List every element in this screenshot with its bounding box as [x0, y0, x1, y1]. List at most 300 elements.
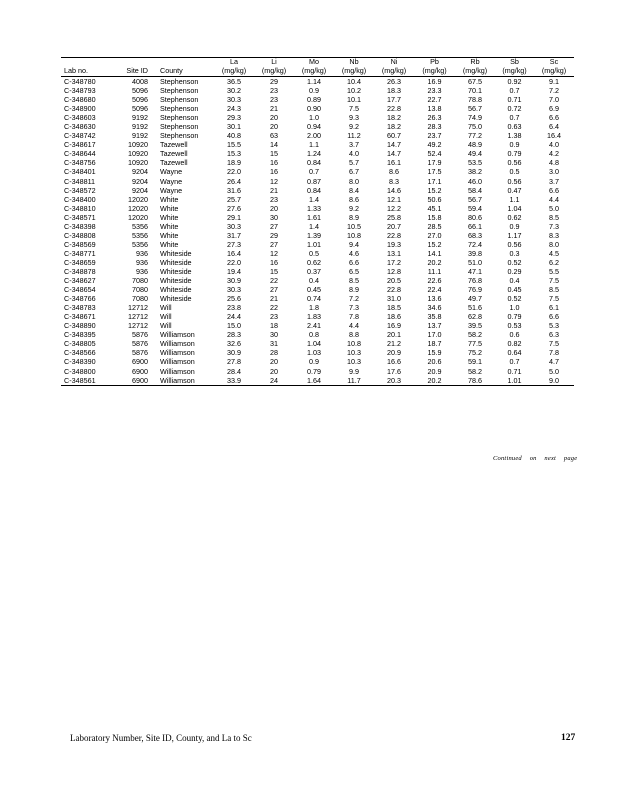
- table-row: [61, 149, 574, 158]
- cell-ni: 18.2: [387, 113, 401, 123]
- cell-sb: 0.9: [509, 140, 520, 150]
- cell-la: 30.9: [227, 348, 241, 358]
- cell-rb: 70.1: [468, 86, 482, 96]
- cell-sc: 5.5: [549, 266, 559, 276]
- cell-sc: 7.0: [549, 95, 559, 105]
- cell-nb: 6.6: [349, 257, 359, 267]
- cell-rb: 80.6: [468, 212, 482, 222]
- header-ni-element: Ni: [390, 57, 398, 66]
- table-row: [61, 240, 574, 249]
- cell-sb: 0.52: [507, 257, 522, 267]
- cell-li: 30: [270, 330, 278, 340]
- cell-county: Williamson: [160, 357, 195, 367]
- cell-li: 28: [270, 348, 278, 358]
- table-body: [61, 77, 574, 386]
- cell-la: 28.3: [227, 330, 241, 340]
- cell-la: 30.3: [227, 95, 241, 105]
- cell-sb: 0.63: [507, 122, 522, 132]
- cell-nb: 6.7: [349, 167, 359, 177]
- cell-sc: 8.5: [549, 285, 559, 295]
- cell-li: 21: [270, 294, 278, 304]
- cell-nb: 3.7: [349, 140, 359, 150]
- cell-county: Tazewell: [160, 140, 188, 150]
- cell-sb: 0.72: [507, 104, 522, 114]
- cell-county: Wayne: [160, 176, 183, 186]
- header-pb-label: (mg/kg): [422, 66, 447, 75]
- cell-ni: 21.2: [387, 339, 401, 349]
- cell-pb: 45.1: [427, 203, 442, 213]
- cell-sb: 0.79: [507, 149, 522, 159]
- cell-rb: 56.7: [468, 194, 482, 204]
- cell-sc: 4.4: [549, 194, 559, 204]
- cell-site: 6900: [132, 375, 148, 385]
- cell-county: Whiteside: [160, 266, 192, 276]
- cell-sb: 0.92: [507, 77, 522, 86]
- cell-sb: 1.04: [507, 203, 522, 213]
- cell-li: 23: [270, 95, 278, 105]
- cell-site: 6900: [132, 357, 148, 367]
- cell-rb: 62.8: [468, 312, 482, 322]
- cell-sc: 6.6: [549, 185, 559, 195]
- header-sc-element: Sc: [549, 57, 559, 66]
- cell-site: 936: [136, 257, 148, 267]
- cell-sb: 0.62: [507, 212, 522, 222]
- cell-mo: 0.89: [307, 95, 321, 105]
- table-row: [61, 186, 574, 195]
- cell-nb: 10.4: [347, 77, 361, 86]
- cell-li: 63: [270, 131, 278, 141]
- cell-ni: 12.2: [387, 203, 401, 213]
- cell-pb: 13.8: [427, 104, 442, 114]
- cell-ni: 14.6: [387, 185, 401, 195]
- cell-ni: 60.7: [387, 131, 401, 141]
- cell-site: 12712: [128, 312, 148, 322]
- cell-pb: 13.7: [427, 321, 442, 331]
- cell-county: White: [160, 194, 179, 204]
- cell-county: Williamson: [160, 366, 195, 376]
- header-rb-element: Rb: [470, 57, 480, 66]
- cell-li: 27: [270, 221, 278, 231]
- cell-lab: C-348561: [64, 375, 96, 385]
- cell-sb: 0.52: [507, 294, 522, 304]
- cell-ni: 18.3: [387, 86, 401, 96]
- cell-mo: 0.94: [307, 122, 321, 132]
- cell-rb: 58.2: [468, 366, 482, 376]
- cell-rb: 77.2: [468, 131, 482, 141]
- cell-lab: C-348654: [64, 285, 96, 295]
- cell-sc: 6.1: [549, 303, 559, 313]
- cell-la: 15.5: [227, 140, 241, 150]
- cell-la: 33.9: [227, 375, 241, 385]
- table-row: [61, 213, 574, 222]
- cell-la: 31.6: [227, 185, 241, 195]
- cell-pb: 13.6: [427, 294, 442, 304]
- table-row: [61, 339, 574, 348]
- cell-rb: 56.7: [468, 104, 482, 114]
- cell-county: White: [160, 221, 179, 231]
- cell-ni: 25.8: [387, 212, 401, 222]
- cell-county: Whiteside: [160, 294, 192, 304]
- header-sb-element: Sb: [510, 57, 519, 66]
- cell-county: White: [160, 230, 179, 240]
- cell-li: 29: [270, 77, 278, 86]
- cell-nb: 9.2: [349, 203, 359, 213]
- cell-mo: 0.90: [307, 104, 321, 114]
- table-row: [61, 158, 574, 167]
- cell-la: 15.0: [227, 321, 241, 331]
- cell-sb: 0.71: [507, 95, 522, 105]
- cell-sb: 0.53: [507, 321, 522, 331]
- header-row-unit: [61, 66, 574, 77]
- cell-li: 22: [270, 276, 278, 286]
- cell-sb: 0.4: [509, 276, 520, 286]
- cell-mo: 1.1: [309, 140, 319, 150]
- cell-lab: C-348617: [64, 140, 96, 150]
- cell-site: 9204: [132, 176, 148, 186]
- cell-lab: C-348742: [64, 131, 96, 141]
- cell-la: 22.0: [227, 167, 241, 177]
- cell-rb: 49.4: [468, 149, 482, 159]
- cell-pb: 17.1: [427, 176, 442, 186]
- cell-ni: 18.2: [387, 122, 401, 132]
- cell-lab: C-348780: [64, 77, 96, 86]
- cell-lab: C-348644: [64, 149, 96, 159]
- table-row: [61, 249, 574, 258]
- cell-la: 36.5: [227, 77, 241, 86]
- cell-ni: 22.8: [387, 285, 401, 295]
- cell-nb: 7.3: [349, 303, 359, 313]
- cell-rb: 53.5: [468, 158, 482, 168]
- cell-rb: 49.7: [468, 294, 482, 304]
- cell-sb: 0.29: [507, 266, 522, 276]
- cell-site: 12020: [128, 212, 148, 222]
- cell-sc: 9.1: [549, 77, 559, 86]
- cell-pb: 20.2: [427, 375, 442, 385]
- cell-ni: 12.1: [387, 194, 401, 204]
- cell-mo: 0.84: [307, 158, 321, 168]
- table-row: [61, 104, 574, 113]
- cell-nb: 4.4: [349, 321, 359, 331]
- cell-pb: 22.4: [427, 285, 442, 295]
- cell-nb: 8.9: [349, 285, 359, 295]
- table-row: [61, 113, 574, 122]
- cell-sb: 0.56: [507, 239, 522, 249]
- cell-li: 24: [270, 375, 278, 385]
- cell-lab: C-348900: [64, 104, 96, 114]
- cell-county: White: [160, 212, 179, 222]
- header-mo-element: Mo: [309, 57, 319, 66]
- cell-sb: 0.82: [507, 339, 522, 349]
- cell-sc: 7.5: [549, 294, 559, 304]
- cell-lab: C-348571: [64, 212, 96, 222]
- cell-pb: 20.2: [427, 257, 442, 267]
- cell-mo: 1.33: [307, 203, 321, 213]
- cell-lab: C-348878: [64, 266, 96, 276]
- header-la-element: La: [230, 57, 238, 66]
- header-site-label: Site ID: [126, 66, 148, 75]
- cell-sc: 3.7: [549, 176, 559, 186]
- cell-sc: 3.0: [549, 167, 559, 177]
- cell-la: 26.4: [227, 176, 241, 186]
- cell-la: 25.6: [227, 294, 241, 304]
- cell-li: 23: [270, 86, 278, 96]
- cell-li: 31: [270, 339, 278, 349]
- cell-county: Whiteside: [160, 285, 192, 295]
- cell-la: 27.3: [227, 239, 241, 249]
- cell-li: 21: [270, 104, 278, 114]
- cell-mo: 0.74: [307, 294, 321, 304]
- cell-lab: C-348603: [64, 113, 96, 123]
- cell-ni: 20.7: [387, 221, 401, 231]
- cell-county: Stephenson: [160, 104, 199, 114]
- cell-nb: 11.7: [347, 375, 361, 385]
- cell-site: 5096: [132, 95, 148, 105]
- cell-ni: 12.8: [387, 266, 401, 276]
- cell-sb: 0.79: [507, 312, 522, 322]
- cell-li: 16: [270, 167, 278, 177]
- cell-sc: 7.3: [549, 221, 559, 231]
- cell-nb: 8.5: [349, 276, 359, 286]
- cell-site: 5096: [132, 104, 148, 114]
- cell-pb: 34.6: [427, 303, 442, 313]
- cell-sc: 6.6: [549, 312, 559, 322]
- cell-lab: C-348680: [64, 95, 96, 105]
- cell-county: Whiteside: [160, 257, 192, 267]
- cell-mo: 0.9: [309, 357, 319, 367]
- header-li-label: (mg/kg): [261, 66, 287, 75]
- cell-rb: 68.3: [468, 230, 482, 240]
- cell-pb: 14.1: [427, 248, 442, 258]
- cell-li: 22: [270, 303, 278, 313]
- header-nb-label: (mg/kg): [341, 66, 367, 75]
- cell-sc: 8.0: [549, 239, 559, 249]
- cell-lab: C-348671: [64, 312, 96, 322]
- cell-site: 10920: [128, 140, 148, 150]
- cell-site: 9192: [132, 122, 148, 132]
- cell-mo: 2.41: [307, 321, 321, 331]
- cell-mo: 0.87: [307, 176, 321, 186]
- cell-sc: 6.3: [549, 330, 559, 340]
- header-county-label: County: [160, 66, 183, 75]
- table-row: [61, 122, 574, 131]
- cell-sc: 6.9: [549, 104, 559, 114]
- cell-ni: 14.7: [387, 149, 401, 159]
- cell-sc: 7.5: [549, 339, 559, 349]
- cell-mo: 1.0: [309, 113, 319, 123]
- cell-mo: 1.61: [307, 212, 321, 222]
- cell-lab: C-348401: [64, 167, 96, 177]
- cell-county: Stephenson: [160, 131, 199, 141]
- cell-lab: C-348808: [64, 230, 96, 240]
- cell-nb: 5.7: [349, 158, 359, 168]
- cell-ni: 13.1: [387, 248, 401, 258]
- table-row: [61, 204, 574, 213]
- cell-sb: 0.56: [507, 176, 522, 186]
- cell-ni: 19.3: [387, 239, 401, 249]
- cell-pb: 15.2: [427, 185, 442, 195]
- cell-lab: C-348800: [64, 366, 96, 376]
- header-sc-label: (mg/kg): [541, 66, 567, 75]
- cell-sc: 6.6: [549, 113, 559, 123]
- table-row: [61, 276, 574, 285]
- cell-mo: 0.5: [309, 248, 319, 258]
- cell-sb: 0.71: [507, 366, 522, 376]
- cell-mo: 1.4: [309, 221, 319, 231]
- cell-nb: 8.4: [349, 185, 359, 195]
- cell-sc: 5.0: [549, 203, 559, 213]
- cell-nb: 4.0: [349, 149, 359, 159]
- cell-ni: 31.0: [387, 294, 401, 304]
- cell-county: Wayne: [160, 185, 183, 195]
- cell-li: 14: [270, 140, 278, 150]
- cell-lab: C-348400: [64, 194, 96, 204]
- cell-mo: 1.04: [307, 339, 321, 349]
- cell-ni: 20.1: [387, 330, 401, 340]
- cell-nb: 9.9: [349, 366, 359, 376]
- cell-nb: 8.0: [349, 176, 359, 186]
- cell-mo: 0.9: [309, 86, 319, 96]
- cell-mo: 0.7: [309, 167, 319, 177]
- cell-sc: 16.4: [547, 131, 561, 141]
- cell-nb: 10.8: [347, 230, 361, 240]
- cell-pb: 28.3: [427, 122, 442, 132]
- cell-rb: 75.2: [468, 348, 482, 358]
- cell-la: 22.0: [227, 257, 241, 267]
- header-la-label: (mg/kg): [221, 66, 247, 75]
- cell-county: Stephenson: [160, 77, 199, 86]
- cell-site: 9192: [132, 113, 148, 123]
- cell-la: 30.2: [227, 86, 241, 96]
- cell-mo: 1.83: [307, 312, 321, 322]
- cell-sc: 4.7: [549, 357, 559, 367]
- cell-county: Will: [160, 321, 172, 331]
- cell-rb: 46.0: [468, 176, 482, 186]
- cell-pb: 15.8: [427, 212, 442, 222]
- cell-sb: 0.56: [507, 158, 522, 168]
- table-row: [61, 167, 574, 176]
- cell-pb: 26.3: [427, 113, 442, 123]
- cell-lab: C-348783: [64, 303, 96, 313]
- header-sb-label: (mg/kg): [502, 66, 527, 75]
- cell-ni: 20.5: [387, 276, 401, 286]
- cell-rb: 58.4: [468, 185, 482, 195]
- cell-county: Will: [160, 303, 172, 313]
- cell-sb: 0.5: [509, 167, 520, 177]
- cell-pb: 16.9: [427, 77, 442, 86]
- cell-site: 4008: [132, 77, 148, 86]
- table-row: [61, 357, 574, 366]
- cell-sb: 0.3: [509, 248, 520, 258]
- cell-ni: 17.2: [387, 257, 401, 267]
- cell-li: 15: [270, 149, 278, 159]
- cell-rb: 48.9: [468, 140, 482, 150]
- cell-ni: 20.9: [387, 348, 401, 358]
- cell-mo: 0.4: [309, 276, 319, 286]
- cell-site: 5356: [132, 239, 148, 249]
- table-row: [61, 312, 574, 321]
- cell-li: 29: [270, 230, 278, 240]
- cell-sb: 1.38: [507, 131, 522, 141]
- table-row: [61, 303, 574, 312]
- cell-la: 30.1: [227, 122, 241, 132]
- cell-li: 27: [270, 285, 278, 295]
- cell-mo: 0.45: [307, 285, 321, 295]
- cell-la: 40.8: [227, 131, 241, 141]
- cell-pb: 52.4: [427, 149, 442, 159]
- cell-mo: 1.14: [307, 77, 321, 86]
- cell-site: 12712: [128, 321, 148, 331]
- cell-ni: 17.7: [387, 95, 401, 105]
- cell-sc: 8.3: [549, 230, 559, 240]
- cell-nb: 4.6: [349, 248, 359, 258]
- cell-sc: 6.2: [549, 257, 559, 267]
- cell-nb: 8.9: [349, 212, 359, 222]
- cell-site: 5876: [132, 330, 148, 340]
- table-row: [61, 140, 574, 149]
- cell-nb: 10.3: [347, 348, 361, 358]
- cell-lab: C-348627: [64, 276, 96, 286]
- cell-sc: 4.5: [549, 248, 559, 258]
- cell-rb: 77.5: [468, 339, 482, 349]
- table-row: [61, 294, 574, 303]
- cell-sc: 9.0: [549, 375, 559, 385]
- cell-pb: 11.1: [427, 266, 442, 276]
- table-row: [61, 258, 574, 267]
- cell-site: 10920: [128, 149, 148, 159]
- cell-nb: 7.5: [349, 104, 359, 114]
- cell-rb: 59.1: [468, 357, 482, 367]
- cell-mo: 0.79: [307, 366, 321, 376]
- cell-sc: 7.5: [549, 276, 559, 286]
- cell-county: Whiteside: [160, 248, 192, 258]
- cell-sc: 4.8: [549, 158, 559, 168]
- cell-pb: 17.0: [427, 330, 442, 340]
- table-row: [61, 131, 574, 140]
- cell-county: Stephenson: [160, 113, 199, 123]
- cell-site: 5876: [132, 339, 148, 349]
- cell-ni: 16.9: [387, 321, 401, 331]
- cell-la: 15.3: [227, 149, 241, 159]
- cell-la: 29.1: [227, 212, 241, 222]
- cell-la: 19.4: [227, 266, 241, 276]
- cell-pb: 49.2: [427, 140, 442, 150]
- cell-lab: C-348756: [64, 158, 96, 168]
- cell-site: 5356: [132, 221, 148, 231]
- cell-sc: 8.5: [549, 212, 559, 222]
- cell-rb: 51.0: [468, 257, 482, 267]
- cell-lab: C-348630: [64, 122, 96, 132]
- table-row: [61, 348, 574, 357]
- cell-lab: C-348659: [64, 257, 96, 267]
- cell-county: Tazewell: [160, 149, 188, 159]
- footer-title: Laboratory Number, Site ID, County, and La to Sc: [70, 733, 252, 743]
- cell-county: Will: [160, 312, 172, 322]
- cell-pb: 23.3: [427, 86, 442, 96]
- cell-la: 32.6: [227, 339, 241, 349]
- cell-rb: 39.8: [468, 248, 482, 258]
- cell-county: Tazewell: [160, 158, 188, 168]
- cell-sb: 0.6: [509, 330, 520, 340]
- cell-la: 27.6: [227, 203, 241, 213]
- cell-ni: 20.3: [387, 375, 401, 385]
- cell-li: 20: [270, 366, 278, 376]
- cell-nb: 9.2: [349, 122, 359, 132]
- cell-sc: 4.2: [549, 149, 559, 159]
- cell-mo: 1.01: [307, 239, 321, 249]
- cell-la: 18.9: [227, 158, 241, 168]
- geochem-table: [61, 57, 574, 386]
- cell-rb: 75.0: [468, 122, 482, 132]
